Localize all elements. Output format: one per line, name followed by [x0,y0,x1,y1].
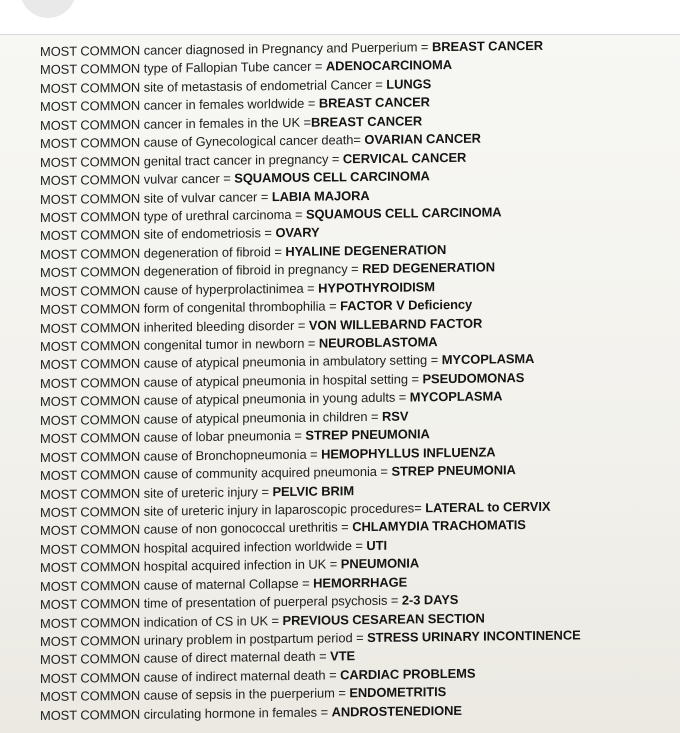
fact-question: MOST COMMON cancer diagnosed in Pregnancy and Puerperium = [40,39,432,59]
fact-answer: BREAST CANCER [311,113,423,130]
fact-question: MOST COMMON degeneration of fibroid = [40,243,286,262]
fact-answer: SQUAMOUS CELL CARCINOMA [306,204,502,222]
fact-answer: STREP PNEUMONIA [391,462,516,479]
fact-answer: VON WILLEBARND FACTOR [308,315,483,333]
fact-answer: MYCOPLASMA [441,351,535,368]
fact-question: MOST COMMON genital tract cancer in pregnancy = [40,150,343,170]
fact-question: MOST COMMON inherited bleeding disorder = [40,317,309,336]
fact-answer: PNEUMONIA [340,555,420,572]
fact-answer: ADENOCARCINOMA [325,57,452,74]
fact-answer: HEMOPHYLLUS INFLUENZA [321,444,496,462]
fact-answer: LATERAL to CERVIX [425,498,551,516]
fact-question: MOST COMMON cause of direct maternal death = [40,648,331,668]
top-bar [0,0,680,35]
fact-question: MOST COMMON cause of sepsis in the puerperium = [40,685,350,705]
fact-question: MOST COMMON cause of indirect maternal death = [40,667,341,686]
fact-answer: ANDROSTENEDIONE [331,702,462,720]
fact-question: MOST COMMON time of presentation of puerperal psychosis = [40,592,402,613]
fact-question: MOST COMMON cause of community acquired pneumonia = [40,463,392,484]
fact-question: MOST COMMON cause of maternal Collapse = [40,575,314,594]
fact-answer: CARDIAC PROBLEMS [340,665,476,683]
fact-answer: PREVIOUS CESAREAN SECTION [282,610,485,628]
fact-question: MOST COMMON degeneration of fibroid in pregnancy = [40,261,363,281]
fact-answer: MYCOPLASMA [409,388,503,405]
fact-answer: HEMORRHAGE [313,574,408,591]
fact-question: MOST COMMON circulating hormone in females = [40,704,332,723]
avatar[interactable] [20,0,76,18]
fact-question: MOST COMMON form of congenital thrombophilia = [40,298,341,318]
fact-question: MOST COMMON site of endometriosis = [40,225,276,244]
fact-answer: 2-3 DAYS [401,592,459,608]
fact-answer: LUNGS [386,76,432,92]
fact-answer: CERVICAL CANCER [342,149,467,166]
fact-answer: HYALINE DEGENERATION [285,241,447,259]
fact-answer: BREAST CANCER [431,37,544,55]
fact-answer: NEUROBLASTOMA [318,334,438,351]
fact-answer: PELVIC BRIM [272,482,355,499]
fact-answer: FACTOR V Deficiency [340,296,473,314]
fact-question: MOST COMMON vulvar cancer = [40,170,235,189]
fact-question: MOST COMMON type of Fallopian Tube cancer = [40,58,326,78]
fact-question: MOST COMMON indication of CS in UK = [40,612,283,631]
fact-question: MOST COMMON cause of atypical pneumonia in young adults = [40,389,410,410]
fact-question: MOST COMMON cause of Bronchopneumonia = [40,446,322,465]
fact-answer: LABIA MAJORA [271,187,370,204]
fact-question: MOST COMMON urinary problem in postpartum period = [40,630,368,649]
fact-answer: HYPOTHYROIDISM [318,278,435,296]
fact-question: MOST COMMON cause of atypical pneumonia in children = [40,408,383,428]
fact-question: MOST COMMON hospital acquired infection in UK = [40,556,341,576]
fact-answer: RED DEGENERATION [362,259,496,277]
fact-answer: STREP PNEUMONIA [305,426,430,443]
fact-answer: SQUAMOUS CELL CARCINOMA [234,168,430,186]
fact-answer: RSV [382,408,409,424]
fact-question: MOST COMMON type of urethral carcinoma = [40,206,306,225]
fact-answer: OVARIAN CANCER [364,130,481,148]
fact-answer: BREAST CANCER [318,94,430,111]
fact-question: MOST COMMON congenital tumor in newborn = [40,335,319,354]
fact-question: MOST COMMON site of ureteric injury in laparoscopic procedures= [40,500,426,520]
fact-answer: CHLAMYDIA TRACHOMATIS [352,517,526,535]
fact-answer: UTI [366,537,387,553]
fact-question: MOST COMMON cause of non gonococcal urethritis = [40,519,353,539]
fact-list [40,35,680,725]
fact-question: MOST COMMON cause of atypical pneumonia in hospital setting = [40,371,423,391]
fact-question: MOST COMMON site of ureteric injury = [40,483,273,502]
fact-answer: OVARY [275,224,320,241]
fact-question: MOST COMMON cause of Gynecological cancer death= [40,132,365,152]
fact-question: MOST COMMON cause of hyperprolactinimea = [40,280,319,299]
fact-question: MOST COMMON cancer in females in the UK = [40,114,312,133]
fact-answer: ENDOMETRITIS [349,684,447,701]
fact-answer: PSEUDOMONAS [422,369,525,387]
fact-question: MOST COMMON cause of atypical pneumonia in ambulatory setting = [40,352,442,373]
document-photo [0,35,680,733]
fact-question: MOST COMMON site of vulvar cancer = [40,188,272,207]
fact-question: MOST COMMON site of metastasis of endometrial Cancer = [40,76,387,96]
fact-question: MOST COMMON hospital acquired infection worldwide = [40,537,367,557]
fact-question: MOST COMMON cause of lobar pneumonia = [40,427,306,447]
fact-question: MOST COMMON cancer in females worldwide = [40,95,319,115]
fact-answer: STRESS URINARY INCONTINENCE [367,627,581,646]
fact-answer: VTE [330,648,356,664]
